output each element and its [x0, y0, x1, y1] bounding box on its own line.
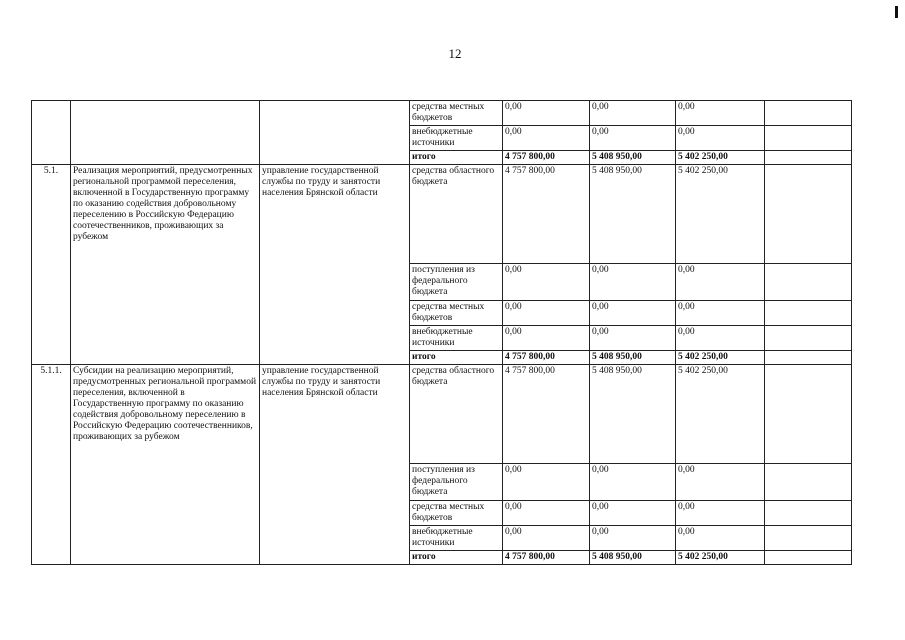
value-cell: 0,00: [676, 101, 765, 126]
value-cell: [765, 464, 852, 501]
value-cell: [765, 126, 852, 151]
value-cell: 4 757 800,00: [503, 351, 590, 365]
source-cell: поступления из федерального бюджета: [410, 464, 503, 501]
value-cell: 0,00: [676, 264, 765, 301]
value-cell: 5 408 950,00: [590, 151, 676, 165]
value-cell: 5 402 250,00: [676, 365, 765, 464]
value-cell: 0,00: [503, 301, 590, 326]
num-cell: [32, 101, 71, 165]
value-cell: [765, 151, 852, 165]
value-cell: 0,00: [503, 126, 590, 151]
value-cell: 4 757 800,00: [503, 165, 590, 264]
value-cell: [765, 301, 852, 326]
value-cell: 4 757 800,00: [503, 551, 590, 565]
value-cell: 0,00: [590, 264, 676, 301]
value-cell: [765, 165, 852, 264]
value-cell: 5 402 250,00: [676, 551, 765, 565]
value-cell: 5 408 950,00: [590, 351, 676, 365]
scan-mark: [895, 6, 898, 18]
value-cell: 0,00: [676, 326, 765, 351]
value-cell: 0,00: [590, 126, 676, 151]
source-cell: итого: [410, 551, 503, 565]
table-row: [32, 365, 852, 464]
value-cell: 0,00: [676, 126, 765, 151]
executor-cell: управление государственной службы по труду и занятости населения Брянской области: [260, 165, 410, 365]
value-cell: 5 402 250,00: [676, 165, 765, 264]
value-cell: 0,00: [590, 326, 676, 351]
source-cell: итого: [410, 351, 503, 365]
value-cell: 5 402 250,00: [676, 151, 765, 165]
value-cell: 5 408 950,00: [590, 551, 676, 565]
table-row: [32, 101, 852, 126]
measure-cell: Субсидии на реализацию мероприятий, предусмотренных региональной программой переселения, включенной в Государственную программу по оказанию содействия добровольному переселению в Российскую Федерацию соотечественников, проживающих за рубежом: [71, 365, 260, 565]
source-cell: внебюджетные источники: [410, 526, 503, 551]
source-cell: внебюджетные источники: [410, 326, 503, 351]
source-cell: внебюджетные источники: [410, 126, 503, 151]
value-cell: 0,00: [676, 301, 765, 326]
value-cell: 5 408 950,00: [590, 365, 676, 464]
measure-cell: [71, 101, 260, 165]
value-cell: 0,00: [503, 501, 590, 526]
value-cell: [765, 351, 852, 365]
value-cell: 0,00: [503, 101, 590, 126]
value-cell: 0,00: [676, 464, 765, 501]
value-cell: [765, 326, 852, 351]
table-row: [32, 165, 852, 264]
value-cell: [765, 264, 852, 301]
value-cell: 0,00: [590, 301, 676, 326]
value-cell: 4 757 800,00: [503, 151, 590, 165]
value-cell: 0,00: [590, 501, 676, 526]
source-cell: средства областного бюджета: [410, 365, 503, 464]
num-cell: 5.1.1.: [32, 365, 71, 565]
value-cell: 0,00: [590, 101, 676, 126]
source-cell: средства местных бюджетов: [410, 501, 503, 526]
value-cell: [765, 551, 852, 565]
num-cell: 5.1.: [32, 165, 71, 365]
budget-table: [31, 100, 852, 565]
measure-cell: Реализация мероприятий, предусмотренных региональной программой переселения, включенной в Государственную программу по оказанию содействия добровольному переселению в Российскую Федерацию соотечественников, проживающих за рубежом: [71, 165, 260, 365]
value-cell: 0,00: [503, 526, 590, 551]
source-cell: средства местных бюджетов: [410, 301, 503, 326]
page-number: 12: [448, 46, 462, 61]
value-cell: 0,00: [503, 326, 590, 351]
value-cell: [765, 526, 852, 551]
value-cell: 5 408 950,00: [590, 165, 676, 264]
value-cell: 0,00: [590, 526, 676, 551]
value-cell: 0,00: [676, 526, 765, 551]
source-cell: средства областного бюджета: [410, 165, 503, 264]
value-cell: 0,00: [503, 464, 590, 501]
value-cell: 5 402 250,00: [676, 351, 765, 365]
value-cell: [765, 501, 852, 526]
value-cell: [765, 101, 852, 126]
value-cell: 0,00: [503, 264, 590, 301]
value-cell: 4 757 800,00: [503, 365, 590, 464]
value-cell: 0,00: [676, 501, 765, 526]
source-cell: поступления из федерального бюджета: [410, 264, 503, 301]
value-cell: 0,00: [590, 464, 676, 501]
value-cell: [765, 365, 852, 464]
source-cell: средства местных бюджетов: [410, 101, 503, 126]
executor-cell: [260, 101, 410, 165]
source-cell: итого: [410, 151, 503, 165]
executor-cell: управление государственной службы по труду и занятости населения Брянской области: [260, 365, 410, 565]
